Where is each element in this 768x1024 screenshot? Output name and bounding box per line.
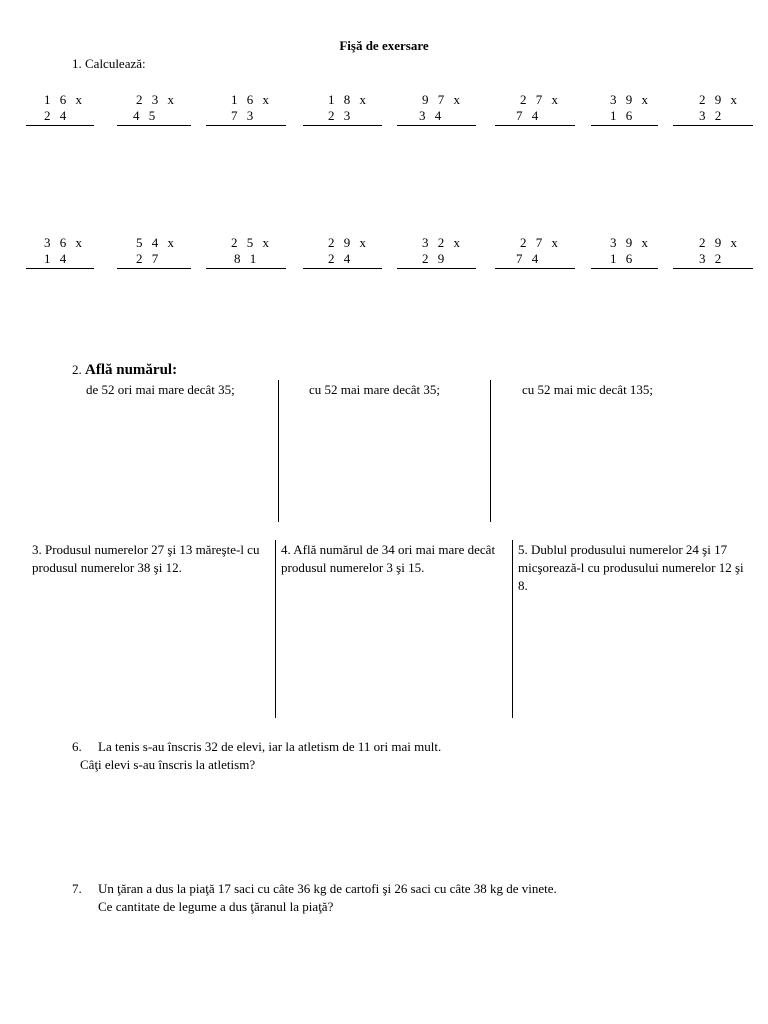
multiplication-problem [26,92,94,124]
operand-top: 1 8 x [328,92,369,107]
operand-top: 2 9 x [699,235,740,250]
operand-top: 2 3 x [136,92,177,107]
result-line [673,125,753,126]
section-2-item-1: de 52 ori mai mare decât 35; [86,382,235,397]
operand-bottom: 1 6 [610,251,636,266]
operand-bottom: 7 3 [231,108,257,123]
result-line [206,268,286,269]
operand-top: 2 7 x [520,235,561,250]
result-line [397,268,476,269]
operand-bottom: 3 4 [419,108,445,123]
section-2-item-2: cu 52 mai mare decât 35; [309,382,441,397]
section-2-label [72,362,177,379]
operand-bottom: 1 6 [610,108,636,123]
section-2-title: Află numărul: [85,362,178,378]
problem-5: 5. Dublul produsului numerelor 24 şi 17 micşorează-l cu produsului numerelor 12 şi 8. [518,542,744,593]
operand-bottom: 8 1 [234,251,260,266]
result-line [303,125,382,126]
multiplication-problem [206,92,286,124]
operand-top: 3 9 x [610,235,651,250]
result-line [673,268,753,269]
operand-top: 2 9 x [328,235,369,250]
section-2-number: 2. [72,362,82,377]
operand-top: 3 2 x [422,235,463,250]
operand-top: 3 9 x [610,92,651,107]
multiplication-problem [26,235,94,267]
multiplication-problem [495,92,575,124]
question-7-number: 7. [72,881,82,896]
result-line [26,125,94,126]
operand-bottom: 2 9 [422,251,448,266]
column-divider [278,380,279,522]
multiplication-problem [117,235,191,267]
column-divider [512,540,513,718]
multiplication-problem [117,92,191,124]
operand-bottom: 2 3 [328,108,354,123]
multiplication-problem [591,92,658,124]
result-line [206,125,286,126]
question-6-line-1: La tenis s-au înscris 32 de elevi, iar la atletism de 11 ori mai mult. [98,739,442,754]
multiplication-problem [673,235,753,267]
multiplication-problem [591,235,658,267]
page-title: Fişă de exersare [339,38,429,53]
operand-bottom: 7 4 [516,108,542,123]
multiplication-problem [206,235,286,267]
question-6-number: 6. [72,739,82,754]
multiplication-problem [397,235,476,267]
operand-bottom: 7 4 [516,251,542,266]
operand-top: 9 7 x [422,92,463,107]
multiplication-problem [303,92,382,124]
operand-top: 2 7 x [520,92,561,107]
operand-top: 1 6 x [44,92,85,107]
operand-top: 2 5 x [231,235,272,250]
operand-top: 3 6 x [44,235,85,250]
question-6-line-2: Câţi elevi s-au înscris la atletism? [80,757,256,772]
operand-top: 2 9 x [699,92,740,107]
question-7-line-2: Ce cantitate de legume a dus ţăranul la piaţă? [98,899,334,914]
result-line [495,268,575,269]
result-line [117,125,191,126]
result-line [591,268,658,269]
multiplication-problem [303,235,382,267]
section-2-item-3: cu 52 mai mic decât 135; [522,382,654,397]
result-line [495,125,575,126]
result-line [117,268,191,269]
result-line [591,125,658,126]
column-divider [275,540,276,718]
operand-top: 5 4 x [136,235,177,250]
multiplication-problem [397,92,476,124]
multiplication-problem [673,92,753,124]
problem-3: 3. Produsul numerelor 27 şi 13 măreşte-l cu produsul numerelor 38 şi 12. [32,542,260,575]
column-divider [490,380,491,522]
operand-top: 1 6 x [231,92,272,107]
operand-bottom: 2 4 [44,108,70,123]
operand-bottom: 3 2 [699,108,725,123]
result-line [303,268,382,269]
result-line [26,268,94,269]
section-1-label: 1. Calculează: [72,56,146,71]
operand-bottom: 3 2 [699,251,725,266]
operand-bottom: 4 5 [133,108,159,123]
operand-bottom: 1 4 [44,251,70,266]
problem-4: 4. Află numărul de 34 ori mai mare decât produsul numerelor 3 şi 15. [281,542,496,575]
question-7-line-1: Un ţăran a dus la piaţă 17 saci cu câte 36 kg de cartofi şi 26 saci cu câte 38 kg de vinete. [98,881,557,896]
multiplication-problem [495,235,575,267]
result-line [397,125,476,126]
operand-bottom: 2 7 [136,251,162,266]
operand-bottom: 2 4 [328,251,354,266]
